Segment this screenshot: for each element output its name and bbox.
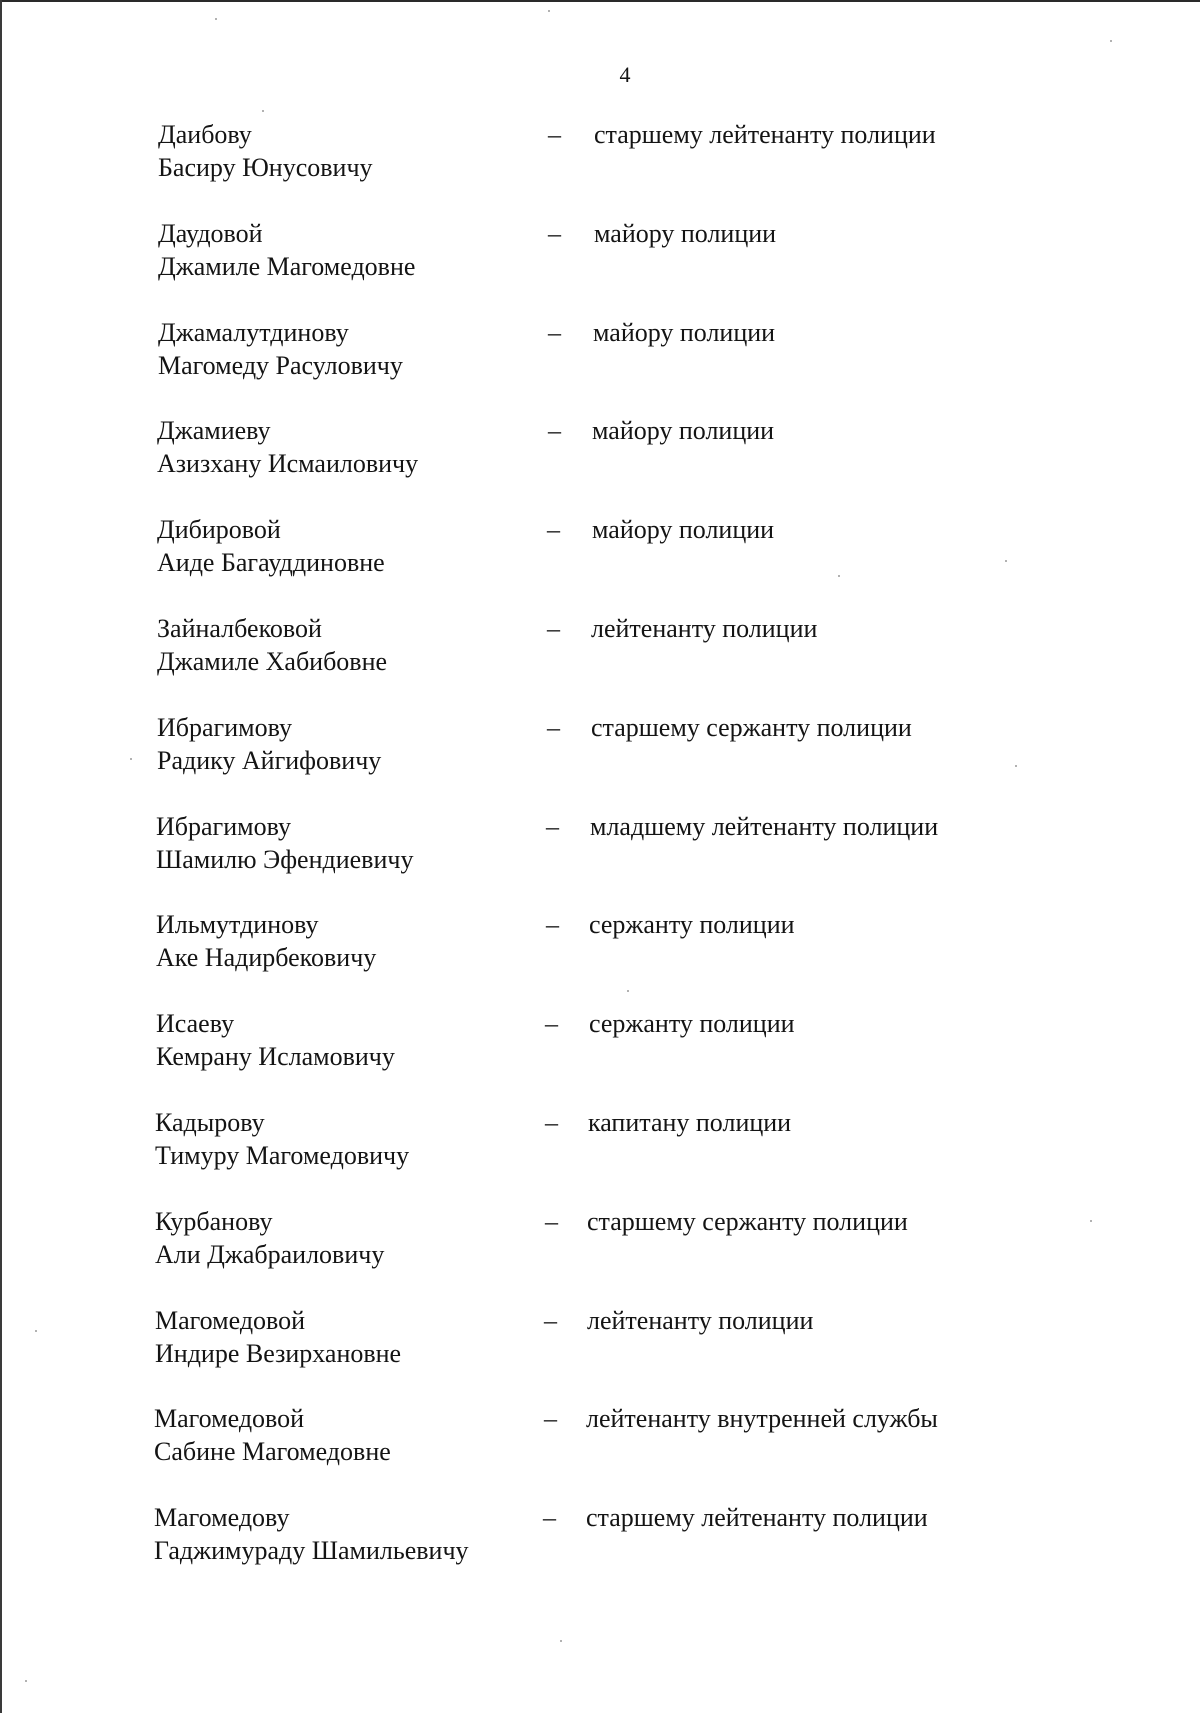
list-item [0,217,1200,316]
rank-text: капитану полиции [588,1107,792,1137]
person-name [155,1106,409,1172]
dash-separator: – [547,613,560,643]
scan-speck [25,1680,27,1682]
award-list [0,118,1200,1600]
person-given-name: Аке Надирбековичу [156,943,377,973]
person-surname: Дибировой [157,515,281,545]
person-name [158,316,403,382]
rank-text: майору полиции [594,218,777,248]
scan-speck [262,110,264,112]
person-name [156,908,376,974]
person-given-name: Шамилю Эфендиевичу [156,844,414,874]
rank-text: младшему лейтенанту полиции [590,811,939,841]
person-name [157,513,385,579]
person-name [158,217,415,283]
rank-text: сержанту полиции [589,910,795,940]
rank-text: майору полиции [592,416,775,446]
dash-separator: – [547,515,560,545]
list-item [0,316,1200,415]
person-name [154,1501,469,1567]
person-name [158,118,373,184]
person-name [156,1007,395,1073]
rank-text: лейтенанту внутренней службы [586,1404,938,1434]
person-given-name: Джамиле Магомедовне [158,251,416,281]
person-name [157,414,418,480]
page-number: 4 [619,62,631,87]
rank-text: лейтенанту полиции [587,1305,814,1335]
dash-separator: – [544,1305,557,1335]
dash-separator: – [545,1009,558,1039]
scan-speck [548,10,550,12]
scan-speck [130,758,132,760]
rank-text: старшему сержанту полиции [587,1206,908,1236]
person-name [155,1205,384,1271]
scan-speck [838,575,840,577]
list-item [0,1304,1200,1403]
scan-speck [215,18,217,20]
person-surname: Джамалутдинову [158,317,349,347]
dash-separator: – [548,120,561,149]
scan-speck [1110,40,1112,42]
list-item [0,612,1200,711]
person-surname: Даудовой [158,218,263,248]
rank-text: лейтенанту полиции [591,613,818,643]
list-item [0,1106,1200,1205]
list-item [0,513,1200,612]
person-given-name: Али Джабраиловичу [155,1239,385,1269]
rank-text: старшему лейтенанту полиции [586,1503,928,1533]
person-name [157,612,387,678]
list-item [0,118,1200,217]
person-surname: Даибову [158,120,252,149]
list-item [0,908,1200,1007]
page-edge-top [0,0,1200,2]
person-given-name: Радику Айгифовичу [157,745,382,775]
dash-separator: – [548,317,561,347]
scan-speck [560,1640,562,1642]
rank-text: старшему сержанту полиции [591,712,912,742]
person-surname: Ибрагимову [156,811,291,841]
person-given-name: Тимуру Магомедовичу [155,1140,410,1170]
person-given-name: Аиде Багауддиновне [157,548,385,578]
dash-separator: – [547,712,560,742]
dash-separator: – [546,811,559,841]
person-name [155,1304,401,1370]
dash-separator: – [545,1206,558,1236]
dash-separator: – [546,910,559,940]
rank-text: майору полиции [593,317,776,347]
person-surname: Магомедовой [155,1305,306,1335]
list-item [0,1501,1200,1600]
person-surname: Зайналбековой [157,613,322,643]
rank-text: майору полиции [592,515,775,545]
person-given-name: Азизхану Исмаиловичу [157,449,419,479]
person-given-name: Кемрану Исламовичу [156,1042,395,1072]
dash-separator: – [548,218,561,248]
scan-speck [1090,1220,1092,1222]
list-item [0,1205,1200,1304]
person-surname: Магомедовой [154,1404,305,1434]
dash-separator: – [544,1404,557,1434]
rank-text: старшему лейтенанту полиции [594,120,936,149]
list-item [0,810,1200,909]
dash-separator: – [543,1503,556,1533]
dash-separator: – [545,1107,558,1137]
person-surname: Исаеву [156,1009,235,1039]
scan-speck [627,990,629,992]
person-surname: Кадырову [155,1107,265,1137]
person-given-name: Басиру Юнусовичу [158,153,373,182]
scan-speck [35,1330,37,1332]
list-item [0,414,1200,513]
dash-separator: – [548,416,561,446]
person-given-name: Магомеду Расуловичу [158,350,403,380]
person-given-name: Индире Везирхановне [155,1338,402,1368]
person-given-name: Джамиле Хабибовне [157,646,388,676]
person-name [154,1402,391,1468]
scan-speck [1005,560,1007,562]
person-surname: Ильмутдинову [156,910,319,940]
list-item [0,711,1200,810]
person-given-name: Сабине Магомедовне [154,1437,391,1467]
rank-text: сержанту полиции [589,1009,795,1039]
person-surname: Курбанову [155,1206,273,1236]
person-given-name: Гаджимураду Шамильевичу [154,1536,469,1566]
person-surname: Ибрагимову [157,712,292,742]
scan-speck [1015,765,1017,767]
list-item [0,1402,1200,1501]
person-name [156,810,413,876]
person-surname: Магомедову [154,1503,290,1533]
person-name [157,711,381,777]
person-surname: Джамиеву [157,416,271,446]
list-item [0,1007,1200,1106]
